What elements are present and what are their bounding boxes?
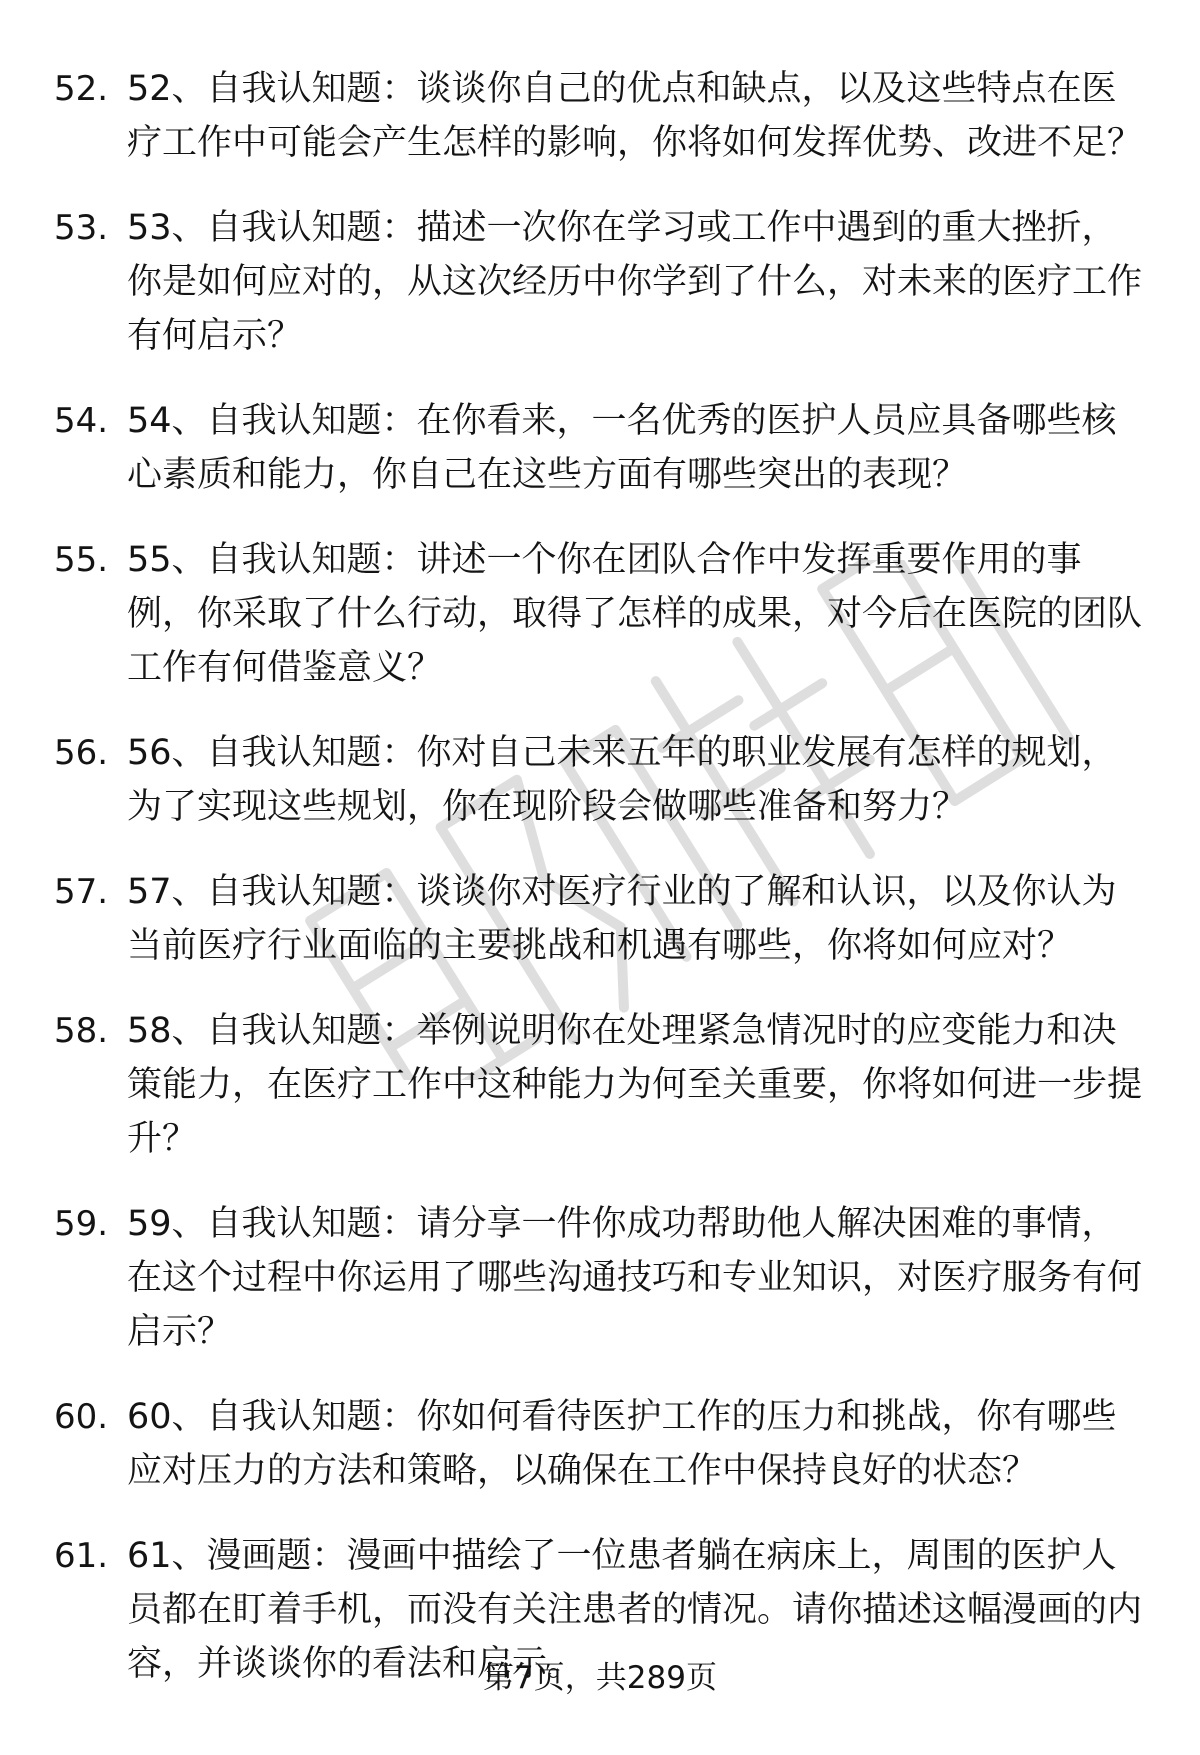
question-number: 57. bbox=[54, 872, 109, 912]
list-item bbox=[0, 1197, 1200, 1359]
question-number: 52. bbox=[54, 69, 109, 109]
question-number: 55. bbox=[54, 540, 109, 580]
list-item bbox=[0, 1004, 1200, 1166]
list-item bbox=[0, 62, 1200, 170]
list-item bbox=[0, 533, 1200, 695]
question-text: 53、自我认知题：描述一次你在学习或工作中遇到的重大挫折，你是如何应对的，从这次经历中你学到了什么，对未来的医疗工作有何启示？ bbox=[127, 208, 1143, 356]
question-number: 58. bbox=[54, 1011, 109, 1051]
question-text: 61、漫画题：漫画中描绘了一位患者躺在病床上，周围的医护人员都在盯着手机，而没有关注患者的情况。请你描述这幅漫画的内容，并谈谈你的看法和启示。 bbox=[127, 1536, 1143, 1684]
question-number: 61. bbox=[54, 1536, 109, 1576]
list-item bbox=[0, 865, 1200, 973]
question-text: 56、自我认知题：你对自己未来五年的职业发展有怎样的规划，为了实现这些规划，你在现阶段会做哪些准备和努力？ bbox=[127, 733, 1117, 827]
question-number: 59. bbox=[54, 1204, 109, 1244]
question-text: 57、自我认知题：谈谈你对医疗行业的了解和认识，以及你认为当前医疗行业面临的主要挑战和机遇有哪些，你将如何应对？ bbox=[127, 872, 1117, 966]
question-text: 60、自我认知题：你如何看待医护工作的压力和挑战，你有哪些应对压力的方法和策略，以确保在工作中保持良好的状态？ bbox=[127, 1397, 1117, 1491]
list-item bbox=[0, 1390, 1200, 1498]
question-number: 60. bbox=[54, 1397, 109, 1437]
list-item bbox=[0, 726, 1200, 834]
question-list bbox=[0, 62, 1200, 1722]
list-item bbox=[0, 394, 1200, 502]
question-text: 59、自我认知题：请分享一件你成功帮助他人解决困难的事情，在这个过程中你运用了哪些沟通技巧和专业知识，对医疗服务有何启示？ bbox=[127, 1204, 1143, 1352]
question-text: 55、自我认知题：讲述一个你在团队合作中发挥重要作用的事例，你采取了什么行动，取得了怎样的成果，对今后在医院的团队工作有何借鉴意义？ bbox=[127, 540, 1143, 688]
question-text: 58、自我认知题：举例说明你在处理紧急情况时的应变能力和决策能力，在医疗工作中这种能力为何至关重要，你将如何进一步提升？ bbox=[127, 1011, 1143, 1159]
list-item bbox=[0, 201, 1200, 363]
question-number: 56. bbox=[54, 733, 109, 773]
question-number: 54. bbox=[54, 401, 109, 441]
page-number-footer: 第7页，共289页 bbox=[483, 1660, 717, 1696]
question-text: 52、自我认知题：谈谈你自己的优点和缺点，以及这些特点在医疗工作中可能会产生怎样的影响，你将如何发挥优势、改进不足？ bbox=[127, 69, 1143, 163]
question-number: 53. bbox=[54, 208, 109, 248]
question-text: 54、自我认知题：在你看来，一名优秀的医护人员应具备哪些核心素质和能力，你自己在这些方面有哪些突出的表现？ bbox=[127, 401, 1117, 495]
